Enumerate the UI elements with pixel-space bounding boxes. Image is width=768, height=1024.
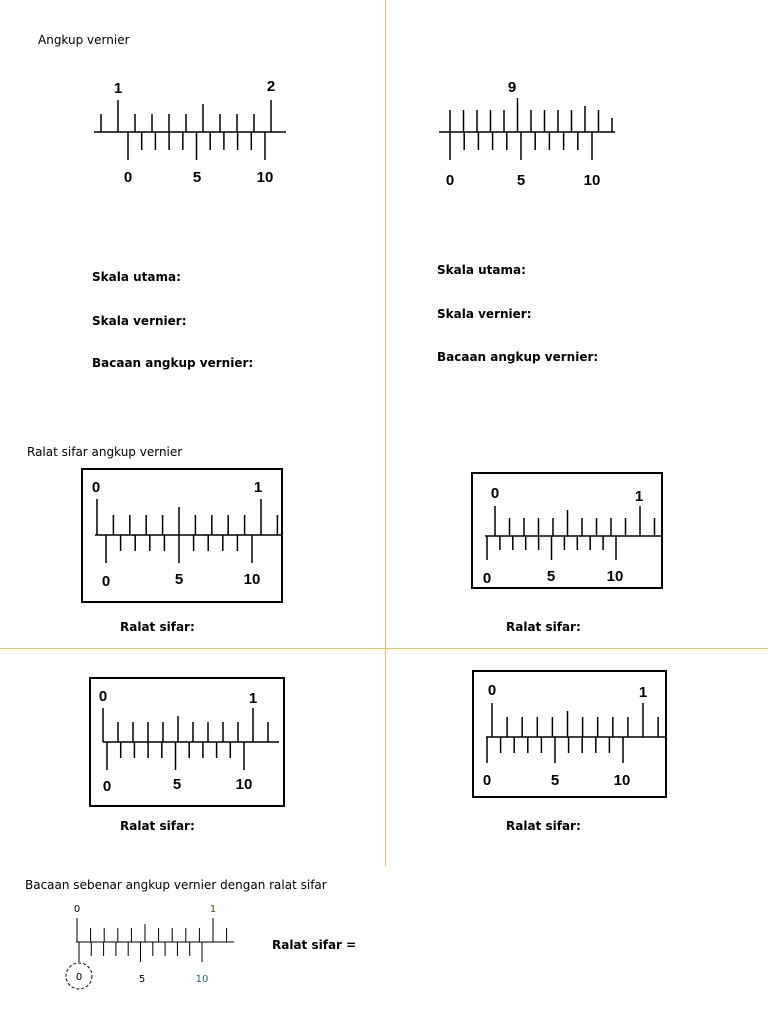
section-title-vernier: Angkup vernier bbox=[38, 33, 130, 47]
vernier-scale-label: 5 bbox=[174, 571, 184, 588]
vernier-scale-label: 5 bbox=[546, 568, 556, 585]
zero-error-diagram-c bbox=[89, 677, 285, 807]
zero-error-field: Ralat sifar: bbox=[506, 620, 581, 634]
vernier-scale-diagram-1 bbox=[90, 75, 290, 185]
main-scale-label: 1 bbox=[113, 80, 123, 97]
vernier-scale-label: 5 bbox=[550, 772, 560, 789]
main-scale-label: 0 bbox=[73, 904, 81, 915]
zero-error-field: Ralat sifar: bbox=[120, 819, 195, 833]
true-reading-diagram bbox=[60, 900, 240, 1000]
main-scale-label: 1 bbox=[209, 904, 217, 915]
vernier-scale-label: 10 bbox=[195, 974, 209, 985]
zero-error-diagram-a bbox=[81, 468, 283, 603]
zero-error-diagram-d bbox=[472, 670, 667, 798]
main-scale-label: 1 bbox=[248, 690, 258, 707]
main-scale-label: 1 bbox=[634, 488, 644, 505]
vernier-scale-label: 10 bbox=[256, 169, 274, 186]
vernier-scale-label: 0 bbox=[482, 772, 492, 789]
vernier-scale-field: Skala vernier: bbox=[92, 314, 187, 328]
main-scale-label: 0 bbox=[91, 479, 101, 496]
vernier-scale-label: 0 bbox=[123, 169, 133, 186]
vernier-scale-label: 0 bbox=[482, 570, 492, 587]
horizontal-divider bbox=[0, 648, 768, 649]
vernier-scale-label: 0 bbox=[101, 573, 111, 590]
main-scale-label: 1 bbox=[253, 479, 263, 496]
vernier-scale-label: 10 bbox=[235, 776, 253, 793]
zero-error-field: Ralat sifar: bbox=[120, 620, 195, 634]
vertical-divider bbox=[385, 0, 386, 866]
vernier-scale-label: 5 bbox=[516, 172, 526, 189]
vernier-scale-label: 5 bbox=[172, 776, 182, 793]
main-scale-field: Skala utama: bbox=[92, 270, 181, 284]
vernier-scale-label: 10 bbox=[613, 772, 631, 789]
main-scale-label: 0 bbox=[98, 688, 108, 705]
vernier-scale-label: 5 bbox=[192, 169, 202, 186]
vernier-scale-label: 0 bbox=[102, 778, 112, 795]
vernier-scale-label: 10 bbox=[583, 172, 601, 189]
vernier-scale-diagram-2 bbox=[437, 75, 617, 189]
main-scale-field: Skala utama: bbox=[437, 263, 526, 277]
section-title-zero-error: Ralat sifar angkup vernier bbox=[27, 445, 183, 459]
main-scale-label: 1 bbox=[638, 684, 648, 701]
vernier-scale-label: 10 bbox=[243, 571, 261, 588]
zero-error-equation: Ralat sifar = bbox=[272, 938, 357, 952]
main-scale-label: 2 bbox=[266, 78, 276, 95]
zero-error-diagram-b bbox=[471, 472, 663, 589]
main-scale-label: 0 bbox=[490, 485, 500, 502]
caliper-reading-field: Bacaan angkup vernier: bbox=[437, 350, 599, 364]
vernier-scale-label: 0 bbox=[75, 972, 83, 983]
vernier-scale-label: 10 bbox=[606, 568, 624, 585]
main-scale-label: 9 bbox=[507, 79, 517, 96]
vernier-scale-field: Skala vernier: bbox=[437, 307, 532, 321]
vernier-scale-label: 0 bbox=[445, 172, 455, 189]
section-title-true-reading: Bacaan sebenar angkup vernier dengan ralat sifar bbox=[25, 878, 327, 892]
main-scale-label: 0 bbox=[487, 682, 497, 699]
zero-error-field: Ralat sifar: bbox=[506, 819, 581, 833]
caliper-reading-field: Bacaan angkup vernier: bbox=[92, 356, 254, 370]
vernier-scale-label: 5 bbox=[138, 974, 146, 985]
